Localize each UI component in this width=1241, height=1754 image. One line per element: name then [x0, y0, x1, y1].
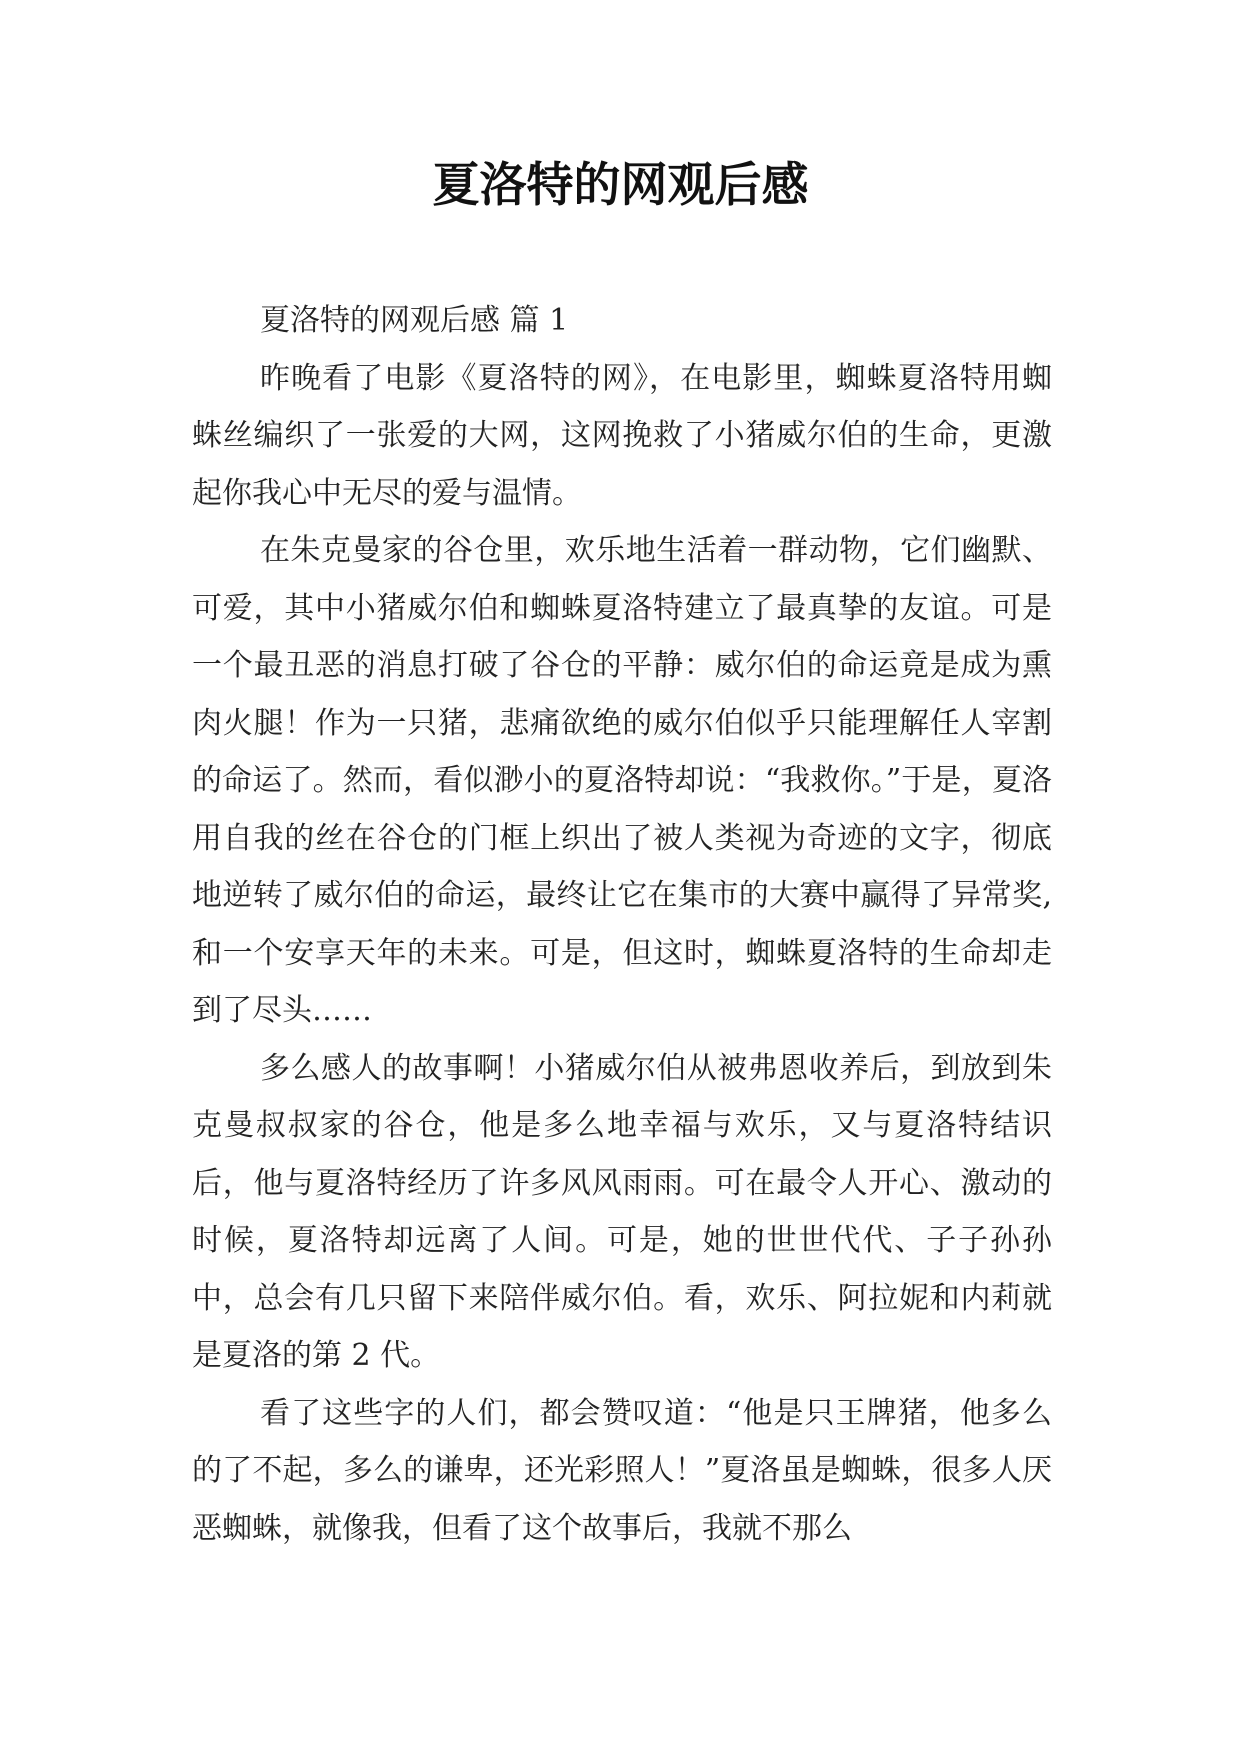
paragraph-2: 在朱克曼家的谷仓里，欢乐地生活着一群动物，它们幽默、可爱，其中小猪威尔伯和蜘蛛夏洛特建立了最真挚的友谊。可是一个最丑恶的消息打破了谷仓的平静：威尔伯的命运竟是成为熏肉火腿！作为一只猪，悲痛欲绝的威尔伯似乎只能理解任人宰割的命运了。然而，看似渺小的夏洛特却说：“我救你。”于是，夏洛用自我的丝在谷仓的门框上织出了被人类视为奇迹的文字，彻底地逆转了威尔伯的命运，最终让它在集市的大赛中赢得了异常奖,和一个安享天年的未来。可是，但这时，蜘蛛夏洛特的生命却走到了尽头…… [192, 533, 1052, 1028]
paragraph-3: 多么感人的故事啊！小猪威尔伯从被弗恩收养后，到放到朱克曼叔叔家的谷仓，他是多么地幸福与欢乐，又与夏洛特结识后，他与夏洛特经历了许多风风雨雨。可在最令人开心、激动的时候，夏洛特却远离了人间。可是，她的世世代代、子子孙孙中，总会有几只留下来陪伴威尔伯。看，欢乐、阿拉妮和内莉就是夏洛的第 2 代。 [192, 1050, 1052, 1373]
document-title: 夏洛特的网观后感 [432, 158, 809, 213]
paragraph-4: 看了这些字的人们，都会赞叹道：“他是只王牌猪，他多么的了不起，多么的谦卑，还光彩照人！”夏洛虽是蜘蛛，很多人厌恶蜘蛛，就像我，但看了这个故事后，我就不那么 [192, 1395, 1052, 1546]
paragraph-1: 昨晚看了电影《夏洛特的网》，在电影里，蜘蛛夏洛特用蜘蛛丝编织了一张爱的大网，这网挽救了小猪威尔伯的生命，更激起你我心中无尽的爱与温情。 [192, 360, 1052, 511]
section-heading: 夏洛特的网观后感 篇 1 [260, 303, 569, 338]
document-body [192, 292, 1052, 1557]
